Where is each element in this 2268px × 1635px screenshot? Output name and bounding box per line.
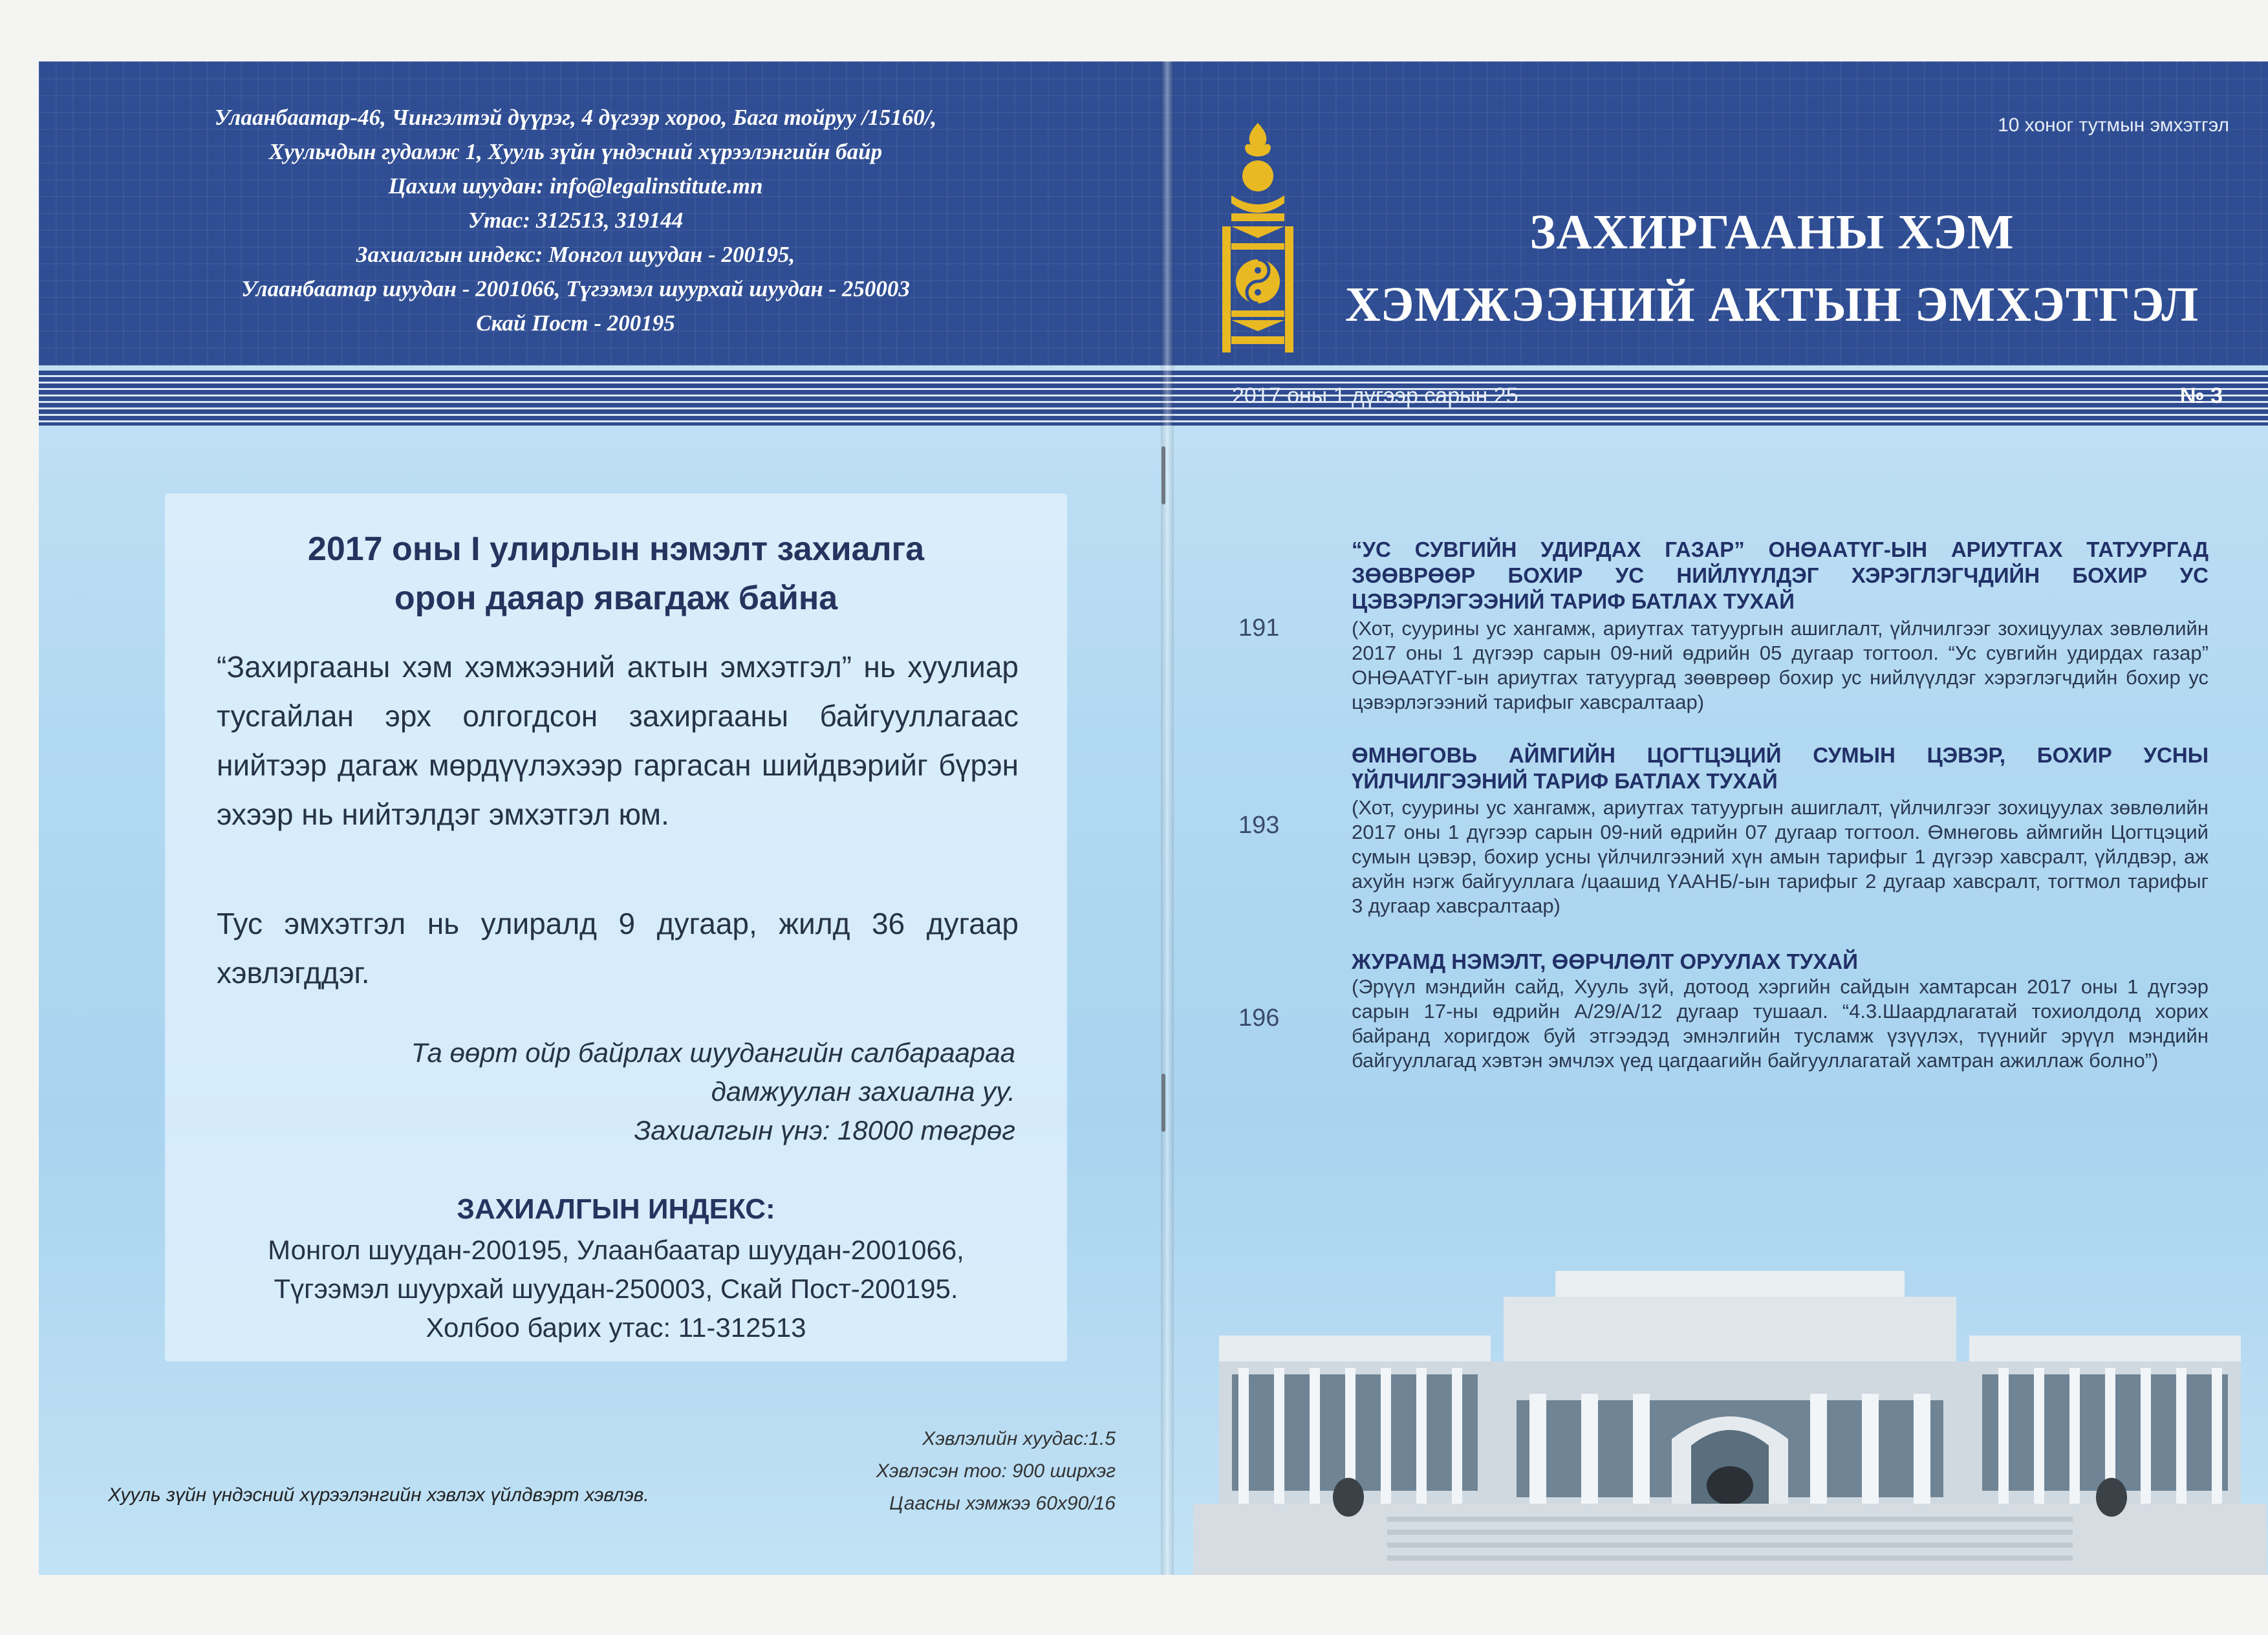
toc-entry-description: (Хот, суурины ус хангамж, ариутгах татуургын ашиглалт, үйлчилгээг зохицуулах зөвлөлийн 2017 оны 1 дүгээр сарын 09-ний өдрийн 05 дугаар тогтоол. “Ус сувгийн удирдах газар” ОНӨААТҮГ-ын ариутгах татуургад зөөврөөр бохир ус нийлүүлдэг хэрэглэгчдийн бохир ус цэвэрлэгээний тарифыг хавсралтаар): [1352, 617, 2209, 713]
staple: [1161, 446, 1165, 504]
subscription-price: Захиалгын үнэ: 18000 төгрөг: [634, 1115, 1015, 1145]
instruction-line: Та өөрт ойр байрлах шуудангийн салбараараа: [411, 1037, 1015, 1068]
print-specifications: [876, 1423, 1116, 1520]
publication-title: [1316, 196, 2228, 341]
index-line: Монгол шуудан-200195, Улаанбаатар шуудан-2001066,: [268, 1235, 964, 1265]
title-line: ХЭМЖЭЭНИЙ АКТЫН ЭМХЭТГЭЛ: [1345, 277, 2199, 332]
booklet-spine: [1161, 61, 1174, 1575]
issue-number: № 3: [2179, 384, 2223, 408]
toc-entry-title: ӨМНӨГОВЬ АЙМГИЙН ЦОГТЦЭЦИЙ СУМЫН ЦЭВЭР, БОХИР УСНЫ ҮЙЛЧИЛГЭЭНИЙ ТАРИФ БАТЛАХ ТУХАЙ: [1352, 743, 2209, 793]
notice-paragraph-frequency: Тус эмхэтгэл нь улиралд 9 дугаар, жилд 36 дугаар хэвлэгддэг.: [217, 907, 1019, 990]
subscription-index-list: [191, 1231, 1041, 1347]
address-line: Цахим шуудан: info@legalinstitute.mn: [388, 173, 763, 199]
government-palace-graphic: [1193, 1245, 2267, 1575]
toc-entry-description: (Хот, суурины ус хангамж, ариутгах татуургын ашиглалт, үйлчилгээг зохицуулах зөвлөлийн 2017 оны 1 дүгээр сарын 09-ний өдрийн 07 дугаар тогтоол. Өмнөговь аймгийн Цогтцэций сумын цэвэр, бохир усны үйлчилгээний хүн амын тарифыг 1 дүгээр хавсралт, үйлдвэр, аж ахуйн нэгж байгууллага /цаашид ҮААНБ/-ын тарифыг 2 дугаар хавсралт, тогтмол тарифыг 3 дугаар хавсралтаар): [1352, 796, 2209, 917]
subscription-index-title: ЗАХИАЛГЫН ИНДЕКС:: [457, 1193, 775, 1225]
imprint-line: Цаасны хэмжээ 60x90/16: [889, 1493, 1116, 1514]
address-line: Захиалгын индекс: Монгол шуудан - 200195,: [356, 242, 795, 267]
address-line: Утас: 312513, 319144: [468, 208, 684, 233]
address-line: Скай Пост - 200195: [476, 310, 675, 336]
publisher-footer: Хууль зүйн үндэсний хүрээлэнгийн хэвлэх үйлдвэрт хэвлэв.: [108, 1484, 649, 1506]
back-cover-page: [39, 61, 1167, 1575]
imprint-line: Хэвлэлийн хуудас:1.5: [922, 1428, 1116, 1449]
address-line: Улаанбаатар-46, Чингэлтэй дүүрэг, 4 дүгээр хороо, Бага тойруу /15160/,: [214, 105, 937, 130]
publisher-address: [116, 100, 1035, 340]
contact-phone: Холбоо барих утас: 11-312513: [426, 1312, 806, 1343]
front-cover-page: [1167, 61, 2268, 1575]
toc-page-number: 193: [1238, 812, 1280, 839]
notice-heading: [165, 525, 1067, 623]
title-line: ЗАХИРГААНЫ ХЭМ: [1529, 205, 2014, 259]
toc-page-number: 196: [1238, 1004, 1280, 1032]
instruction-line: дамжуулан захиална уу.: [711, 1076, 1015, 1107]
back-cover-stripe: [39, 371, 1167, 426]
toc-entry-title: “УС СУВГИЙН УДИРДАХ ГАЗАР” ОНӨААТҮГ-ЫН АРИУТГАХ ТАТУУРГАД ЗӨӨВРӨӨР БОХИР УС НИЙЛҮҮЛДЭГ ХЭРЭГЛЭГЧДИЙН БОХИР УС ЦЭВЭРЛЭГЭЭНИЙ ТАРИФ БАТЛАХ ТУХАЙ: [1352, 537, 2209, 613]
notice-paragraph-description: “Захиргааны хэм хэмжээний актын эмхэтгэл” нь хуулиар тусгайлан эрх олгогдсон захиргааны байгууллагаас нийтээр дагаж мөрдүүлэхээр гаргасан шийдвэрийг бүрэн эхээр нь нийтэлдэг эмхэтгэл юм.: [217, 650, 1019, 831]
imprint-line: Хэвлэсэн тоо: 900 ширхэг: [876, 1460, 1116, 1482]
address-line: Хуульчдын гудамж 1, Хууль зүйн үндэсний хүрээлэнгийн байр: [268, 139, 883, 164]
index-line: Түгээмэл шуурхай шуудан-250003, Скай Пост-200195.: [274, 1273, 958, 1304]
notice-heading-line: орон даяар явагдаж байна: [394, 579, 838, 617]
address-line: Улаанбаатар шуудан - 2001066, Түгээмэл шуурхай шуудан - 250003: [241, 276, 910, 301]
subscription-notice-box: [165, 493, 1067, 1361]
soyombo-emblem-graphic: [1222, 123, 1293, 356]
issue-date: 2017 оны 1 дүгээр сарын 25: [1232, 384, 1518, 408]
publication-frequency: 10 хоног тутмын эмхэтгэл: [1998, 114, 2229, 136]
soyombo-emblem-icon: [1222, 123, 1293, 356]
toc-entry-description: (Эрүүл мэндийн сайд, Хууль зүй, дотоод хэргийн сайдын хамтарсан 2017 оны 1 дүгээр сарын 17-ны өдрийн А/29/А/12 дугаар тушаал. “4.3.Шаардлагатай тохиолдолд хорих байранд хоригдож буй этгээдэд эмнэлгийн тусламж үзүүлэх, түүнийг эрүүл мэндийн байгууллагад хэвтэн эмчлэх үед цагдаагийн байгууллагатай хамтран ажиллаж болно”): [1352, 975, 2209, 1072]
toc-page-number: 191: [1238, 614, 1280, 642]
notice-subscribe-instructions: [369, 1034, 1015, 1150]
government-palace-illustration: [1193, 1245, 2267, 1575]
staple: [1161, 1074, 1165, 1132]
notice-heading-line: 2017 оны I улирлын нэмэлт захиалга: [307, 530, 925, 568]
toc-entry-title: ЖУРАМД НЭМЭЛТ, ӨӨРЧЛӨЛТ ОРУУЛАХ ТУХАЙ: [1352, 949, 1858, 973]
